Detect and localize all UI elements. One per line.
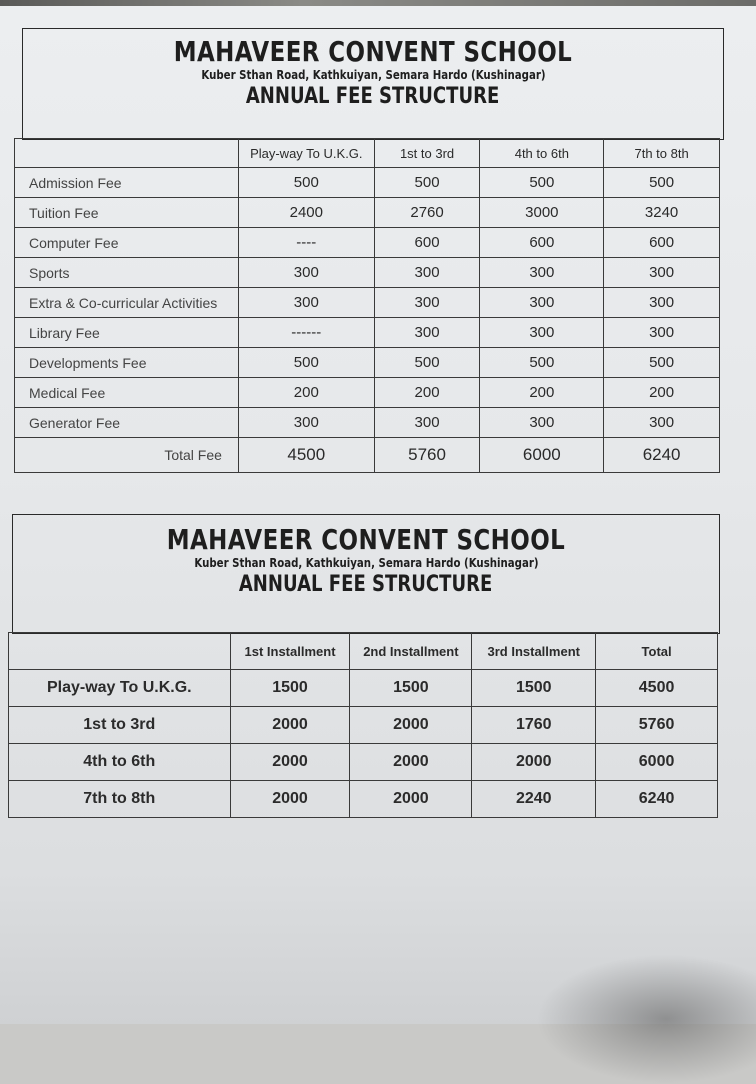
cell-value: 2000 [230, 744, 350, 781]
cell-value: 300 [238, 288, 374, 318]
row-label: 4th to 6th [9, 744, 231, 781]
cell-value: 2000 [472, 744, 596, 781]
row-label: Extra & Co-curricular Activities [15, 288, 239, 318]
row-label: Generator Fee [15, 408, 239, 438]
cell-value: 300 [374, 258, 480, 288]
cell-value: 3240 [604, 198, 720, 228]
table-row [9, 744, 718, 781]
total-value: 6000 [480, 438, 604, 473]
row-label: Tuition Fee [15, 198, 239, 228]
table-row [9, 781, 718, 818]
column-header: Total [596, 633, 718, 670]
cell-value: 500 [604, 168, 720, 198]
background-surface [0, 0, 756, 6]
row-label: Library Fee [15, 318, 239, 348]
table-row [15, 348, 720, 378]
cell-value: 2000 [230, 781, 350, 818]
cell-value: 4500 [596, 670, 718, 707]
cell-value: 300 [480, 258, 604, 288]
table-row [9, 707, 718, 744]
cell-value: 1500 [472, 670, 596, 707]
cell-value: 2000 [350, 744, 472, 781]
cell-value: 200 [238, 378, 374, 408]
row-label: Admission Fee [15, 168, 239, 198]
cell-value: 500 [374, 168, 480, 198]
cell-value: 300 [238, 258, 374, 288]
column-header: 1st Installment [230, 633, 350, 670]
cell-value: 3000 [480, 198, 604, 228]
cell-value: 1500 [350, 670, 472, 707]
cell-value: 200 [480, 378, 604, 408]
fee-structure-sheet-1 [22, 28, 724, 140]
row-label: Sports [15, 258, 239, 288]
column-header: 7th to 8th [604, 139, 720, 168]
row-label: Play-way To U.K.G. [9, 670, 231, 707]
cell-value: 500 [374, 348, 480, 378]
table-row [15, 378, 720, 408]
row-label: Medical Fee [15, 378, 239, 408]
table-row [15, 168, 720, 198]
table-row [9, 670, 718, 707]
sheet-subtitle: ANNUAL FEE STRUCTURE [239, 572, 493, 597]
table-row [15, 258, 720, 288]
cell-value: 300 [480, 288, 604, 318]
shadow [536, 954, 756, 1084]
cell-value: 2000 [350, 707, 472, 744]
table-row [15, 228, 720, 258]
cell-value: 300 [604, 408, 720, 438]
table-row [15, 198, 720, 228]
cell-value: 600 [480, 228, 604, 258]
cell-value: 300 [604, 318, 720, 348]
school-address: Kuber Sthan Road, Kathkuiyan, Semara Hardo (Kushinagar) [193, 556, 539, 570]
cell-value: 300 [604, 288, 720, 318]
cell-value: 500 [480, 348, 604, 378]
cell-value: 300 [480, 318, 604, 348]
column-header: 4th to 6th [480, 139, 604, 168]
cell-value: 300 [374, 408, 480, 438]
column-header: 2nd Installment [350, 633, 472, 670]
cell-value: 300 [480, 408, 604, 438]
column-header: Play-way To U.K.G. [238, 139, 374, 168]
cell-value: 6240 [596, 781, 718, 818]
cell-value: 300 [238, 408, 374, 438]
school-name: MAHAVEER CONVENT SCHOOL [173, 35, 573, 68]
row-label: Computer Fee [15, 228, 239, 258]
cell-value: 2240 [472, 781, 596, 818]
cell-value: 200 [374, 378, 480, 408]
table-header-row [9, 633, 718, 670]
cell-value: ------ [238, 318, 374, 348]
cell-value: 1500 [230, 670, 350, 707]
cell-value: 600 [374, 228, 480, 258]
cell-value: 500 [604, 348, 720, 378]
cell-value: ---- [238, 228, 374, 258]
fee-structure-sheet-2 [12, 514, 720, 634]
row-label: Developments Fee [15, 348, 239, 378]
school-name: MAHAVEER CONVENT SCHOOL [166, 523, 566, 556]
installment-table [8, 632, 718, 818]
total-value: 5760 [374, 438, 480, 473]
cell-value: 300 [374, 318, 480, 348]
cell-value: 300 [604, 258, 720, 288]
cell-value: 500 [238, 348, 374, 378]
column-header: 3rd Installment [472, 633, 596, 670]
column-header: 1st to 3rd [374, 139, 480, 168]
cell-value: 500 [480, 168, 604, 198]
cell-value: 500 [238, 168, 374, 198]
cell-value: 2000 [350, 781, 472, 818]
cell-value: 2400 [238, 198, 374, 228]
row-label: 7th to 8th [9, 781, 231, 818]
cell-value: 200 [604, 378, 720, 408]
table-header-row [15, 139, 720, 168]
sheet-subtitle: ANNUAL FEE STRUCTURE [246, 84, 500, 109]
table-row [15, 288, 720, 318]
row-label: 1st to 3rd [9, 707, 231, 744]
cell-value: 2000 [230, 707, 350, 744]
total-value: 6240 [604, 438, 720, 473]
table-row [15, 318, 720, 348]
cell-value: 2760 [374, 198, 480, 228]
cell-value: 5760 [596, 707, 718, 744]
cell-value: 600 [604, 228, 720, 258]
cell-value: 1760 [472, 707, 596, 744]
total-row [15, 438, 720, 473]
school-address: Kuber Sthan Road, Kathkuiyan, Semara Hardo (Kushinagar) [200, 68, 546, 82]
table-row [15, 408, 720, 438]
fee-table-by-class [14, 138, 720, 473]
total-value: 4500 [238, 438, 374, 473]
cell-value: 6000 [596, 744, 718, 781]
total-label: Total Fee [15, 438, 239, 473]
cell-value: 300 [374, 288, 480, 318]
